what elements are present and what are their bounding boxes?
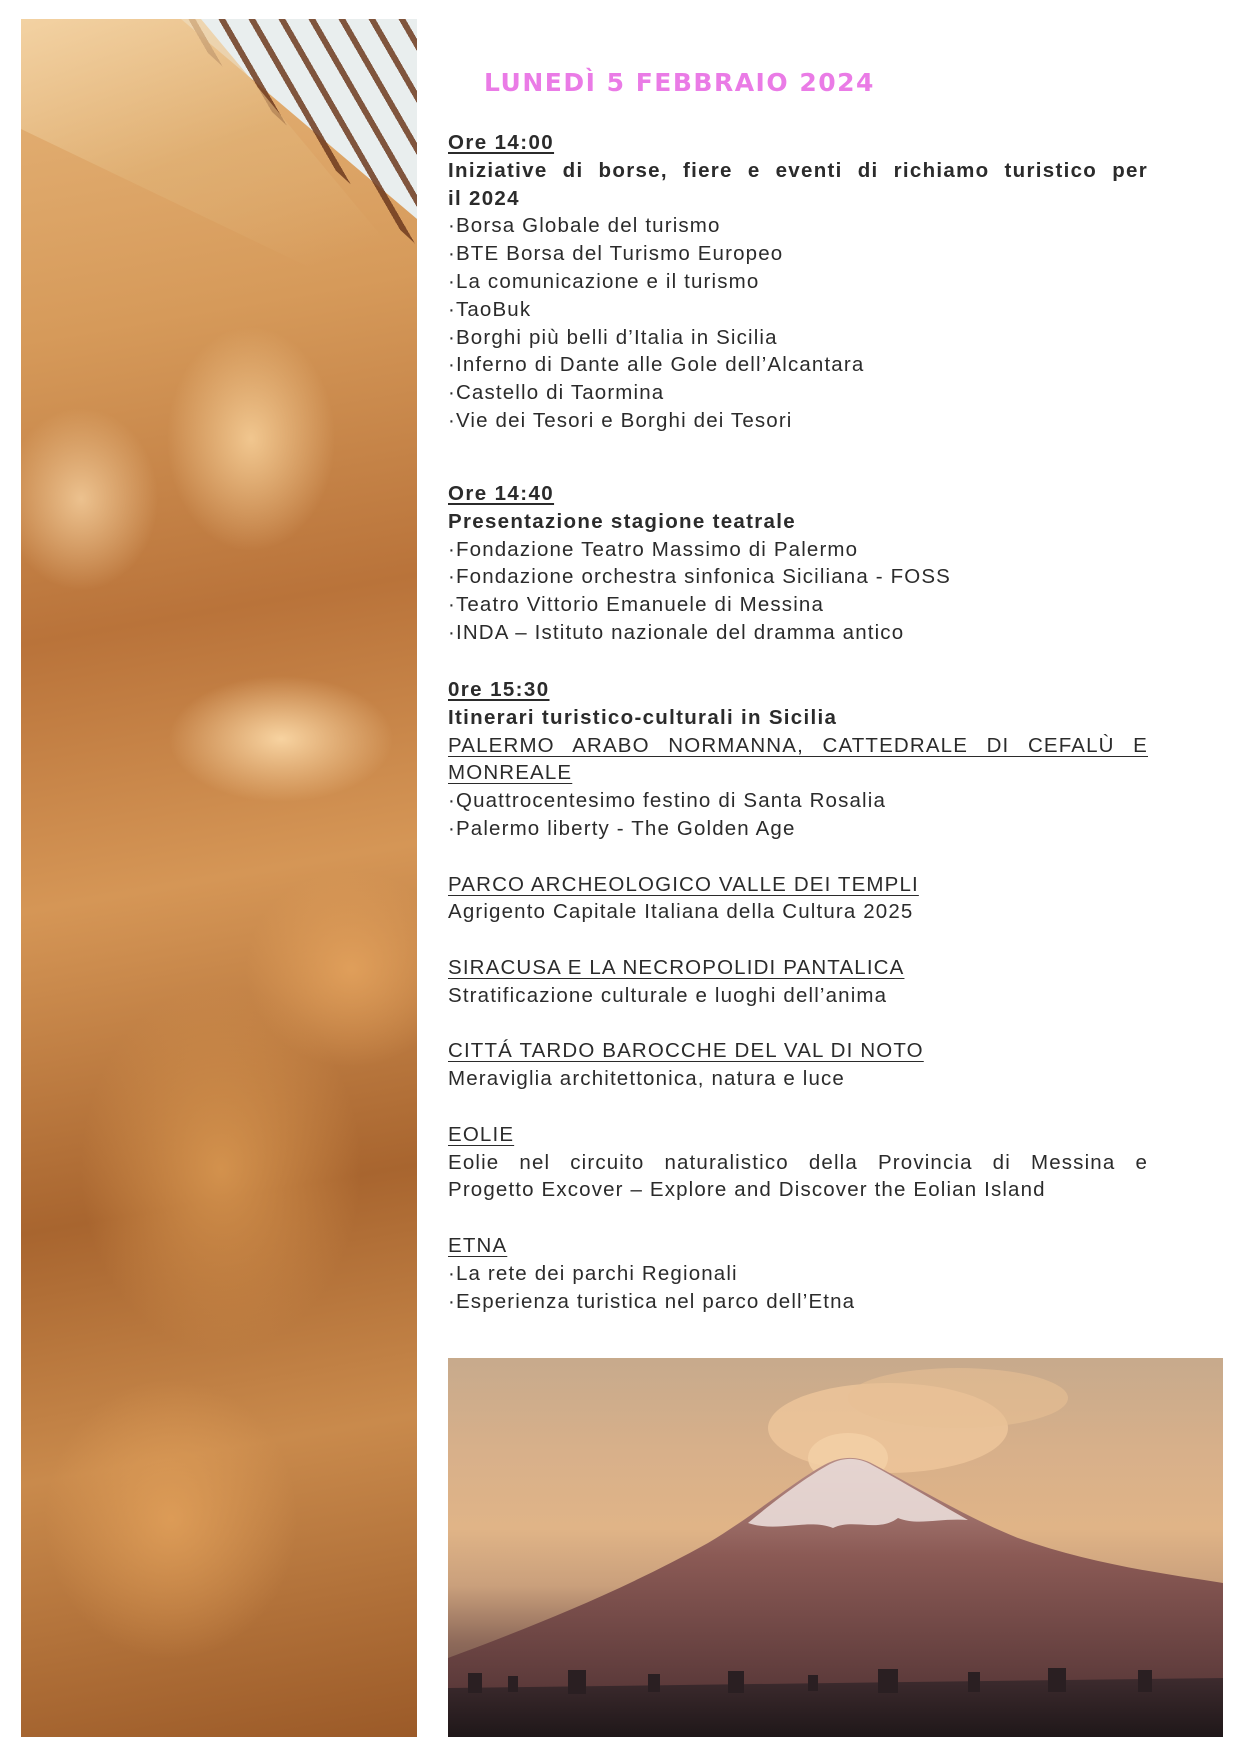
etna-illustration [448,1358,1223,1737]
session-1530 [448,676,1148,1315]
place-description: Progetto Excover – Explore and Discover the Eolian Island [448,1178,1046,1202]
list-item: ·Fondazione Teatro Massimo di Palermo [448,537,859,561]
list-item: ·Quattrocentesimo festino di Santa Rosalia [448,789,886,813]
place-description: Meraviglia architettonica, natura e luce [448,1067,845,1091]
session-title: Iniziative di borse, fiere e eventi di richiamo turistico per [448,158,1148,182]
list-item: ·TaoBuk [448,297,532,321]
list-item: ·La comunicazione e il turismo [448,269,760,293]
place-heading: PARCO ARCHEOLOGICO VALLE DEI TEMPLI [448,872,919,896]
session-title-cont: il 2024 [448,186,520,210]
place-description: Eolie nel circuito naturalistico della Provincia di Messina e [448,1150,1148,1174]
session-time: Ore 14:00 [448,131,555,154]
list-item: ·Esperienza turistica nel parco dell’Etna [448,1289,856,1313]
session-1440 [448,480,1148,647]
list-item: ·La rete dei parchi Regionali [448,1261,738,1285]
list-item: ·BTE Borsa del Turismo Europeo [448,242,784,266]
place-heading: SIRACUSA E LA NECROPOLIDI PANTALICA [448,955,905,979]
list-item: ·Inferno di Dante alle Gole dell’Alcantara [448,353,865,377]
list-item: ·Borsa Globale del turismo [448,214,721,238]
place-heading: EOLIE [448,1122,515,1146]
session-time: 0re 15:30 [448,678,550,701]
etna-volcano-photo [448,1358,1223,1737]
place-heading: ETNA [448,1233,508,1257]
session-1400 [448,129,1148,435]
list-item: ·Palermo liberty - The Golden Age [448,816,796,840]
session-title: Presentazione stagione teatrale [448,509,796,533]
list-item: ·Vie dei Tesori e Borghi dei Tesori [448,408,793,432]
list-item: ·Teatro Vittorio Emanuele di Messina [448,593,825,617]
session-title: Itinerari turistico-culturali in Sicilia [448,705,838,729]
place-heading: PALERMO ARABO NORMANNA, CATTEDRALE DI CEFALÙ E [448,733,1148,757]
list-item: ·Borghi più belli d’Italia in Sicilia [448,325,778,349]
place-description: Stratificazione culturale e luoghi dell’anima [448,983,888,1007]
list-item: ·INDA – Istituto nazionale del dramma antico [448,620,905,644]
baroque-balcony-photo [21,19,417,1737]
session-time: Ore 14:40 [448,482,555,505]
list-item: ·Castello di Taormina [448,381,665,405]
list-item: ·Fondazione orchestra sinfonica Siciliana - FOSS [448,565,951,589]
place-heading: CITTÁ TARDO BAROCCHE DEL VAL DI NOTO [448,1039,924,1063]
place-description: Agrigento Capitale Italiana della Cultura 2025 [448,900,914,924]
place-heading-cont: MONREALE [448,761,573,785]
date-title: LUNEDÌ 5 FEBBRAIO 2024 [484,68,875,97]
